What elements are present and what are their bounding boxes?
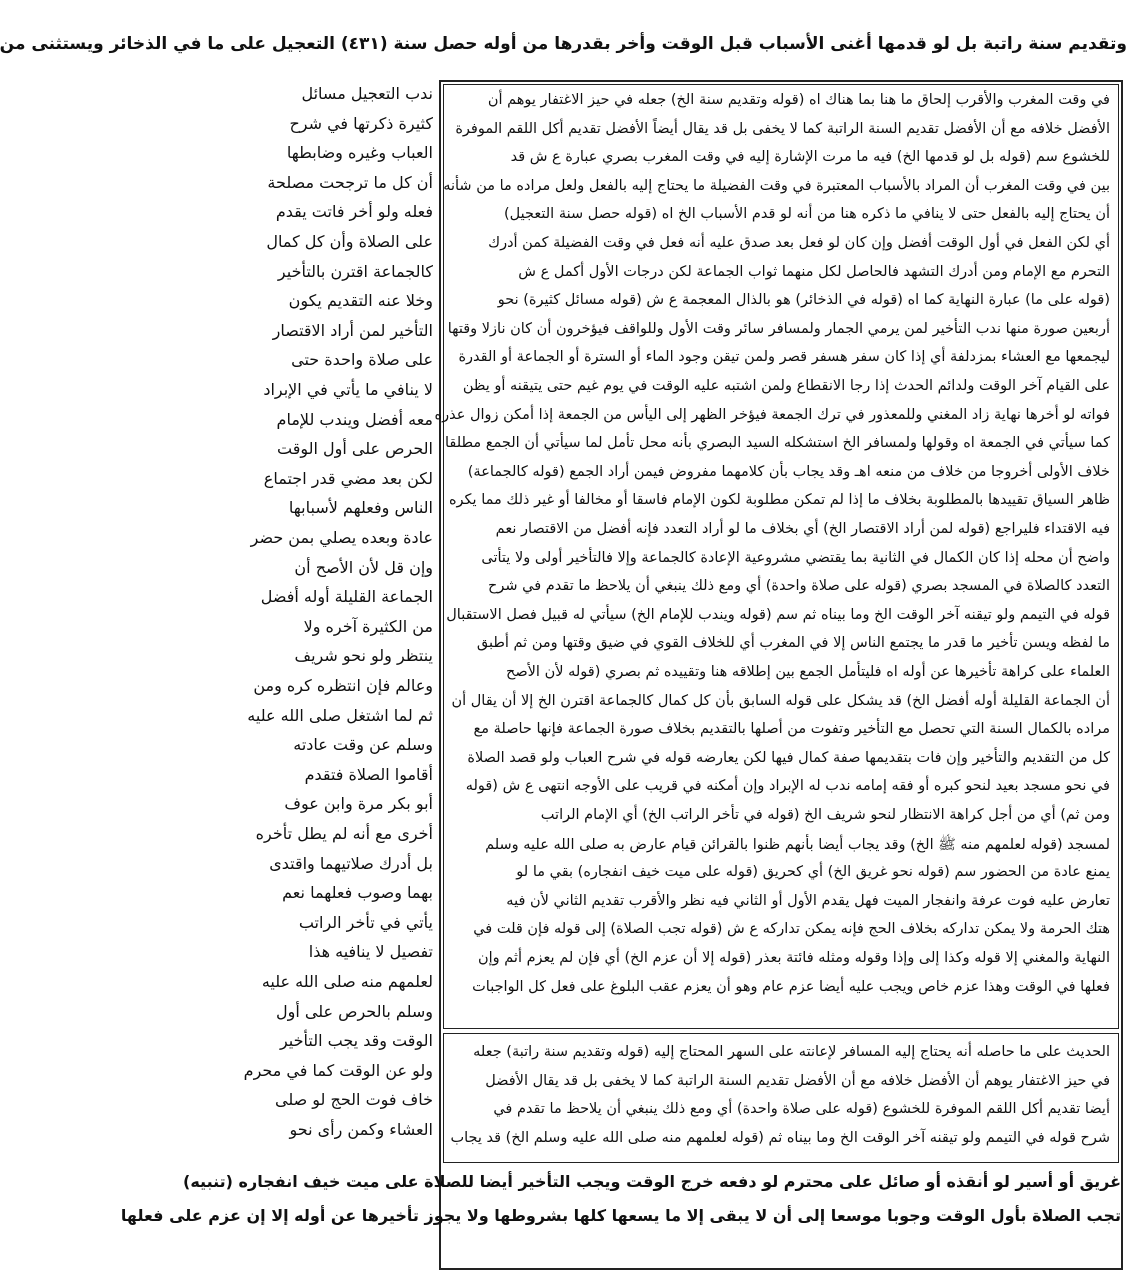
main-line: التعدد كالصلاة في المسجد بصري (قوله على صلاة واحدة) أي ومع ذلك ينبغي أن يلاحظ ما تقدم في شرح	[488, 578, 1110, 595]
margin-line: من الكثيرة آخره ولا	[303, 616, 433, 636]
main-line: على القيام آخر الوقت ولدائم الحدث إذا رجا الانقطاع ولمن اشتبه عليه الوقت في يوم غيم حتى يتيقنه أو يظن	[462, 378, 1110, 394]
margin-line: لكن بعد مضي قدر اجتماع	[263, 468, 433, 488]
main-line: هتك الحرمة ولا يمكن تداركه بخلاف الحج فإنه يمكن تداركه ع ش (قوله تجب الصلاة) إلى قوله فإن قلت في	[473, 921, 1110, 938]
main-line: قوله في التيمم ولو تيقنه آخر الوقت الخ وما بيناه ثم سم (قوله ويندب للإمام الخ) سيأتي له قبيل فصل الاستقبال	[446, 606, 1110, 623]
footer-line: تجب الصلاة بأول الوقت وجوبا موسعا إلى أن لا يبقى إلا ما يسعها كلها بشروطها ولا يجوز تأخيرها عن أوله إلا إن عزم على فعلها	[120, 1206, 1121, 1225]
main-line: العلماء على كراهة تأخيرها عن أوله اه فليتأمل الجمع بين إطلاقه هنا وتقييده ثم بصري (قوله لأن الأصح	[505, 664, 1110, 680]
main-line: كما سيأتي في الجمعة اه وقولها ولمسافر الخ استشكله السيد البصري بأنه محل تأمل لما سيأتي أن الجمع مطلقا	[444, 435, 1110, 452]
margin-line: ولو عن الوقت كما في محرم	[243, 1060, 433, 1080]
lower-line: أيضا تقديم أكل اللقم الموفرة للخشوع (قوله على صلاة واحدة) أي ومع ذلك ينبغي أن يلاحظ ما تقدم في	[493, 1101, 1110, 1118]
margin-line: كالجماعة اقترن بالتأخير	[277, 261, 433, 281]
main-line: تعارض عليه فوت عرفة وانفجار الميت فهل يقدم الأول أو الثاني فيه نظر والأقرب تقديم الثاني لأن فيه	[506, 892, 1110, 909]
margin-line: يأتي في تأخر الراتب	[298, 912, 433, 932]
margin-line: أبو بكر مرة وابن عوف	[284, 794, 433, 814]
main-line: بين في وقت المغرب أن المراد بالأسباب المعتبرة في وقت الفضيلة ما يحتاج إليه بالفعل ولعل مراده ما من شأنه	[443, 177, 1110, 194]
margin-line: فعله ولو أخر فاتت يقدم	[275, 202, 433, 222]
lower-line: في حيز الاغتفار يوهم أن الأفضل خلافه مع أن الأفضل تقديم السنة الراتبة كما لا يخفى بل قد يقال الأفضل	[485, 1072, 1110, 1089]
main-line: ومن ثم) أي من أجل كراهة الانتظار لنحو شريف الخ (قوله في تأخر الراتب الخ) أي الإمام الراتب	[540, 807, 1110, 823]
main-line: أربعين صورة منها ندب التأخير لمن يرمي الجمار ولمسافر سائر وقت الأول وللواقف فيؤخرون أن كان نازلا وقتها	[447, 320, 1110, 337]
main-line: التحرم مع الإمام ومن أدرك التشهد فالحاصل لكل منهما ثواب الجماعة لكن درجات الأول أكمل ع ش	[518, 263, 1110, 280]
main-line: في وقت المغرب والأقرب إلحاق ما هنا بما هناك اه (قوله وتقديم سنة الخ) جعله في حيز الاغتفار يوهم أن	[487, 92, 1110, 108]
main-line: أن يحتاج إليه بالفعل حتى لا ينافي ما ذكره هنا من أنه لو قدم الأسباب الخ اه (قوله حصل سنة التعجيل)	[504, 206, 1110, 223]
margin-line: التأخير لمن أراد الاقتصار	[272, 320, 433, 340]
footer-line: غريق أو أسير لو أنقذه أو صائل على محترم لو دفعه خرج الوقت ويجب التأخير أيضا للصلاة على ميت خيف انفجاره (تنبيه)	[183, 1172, 1121, 1191]
margin-line: خاف فوت الحج لو صلى	[274, 1090, 433, 1110]
main-line: لمسجد (قوله لعلمهم منه ﷺ الخ) وقد يجاب أيضا بأنهم ظنوا بالقرائن قيام عارض به صلى الله عليه وسلم	[485, 836, 1110, 853]
margin-line: بهما وصوب فعلهما نعم	[282, 883, 433, 903]
margin-line: الناس وفعلهم لأسبابها	[288, 498, 433, 518]
margin-line: لعلمهم منه صلى الله عليه	[261, 972, 433, 991]
main-line: مراده بالكمال السنة التي تحصل مع التأخير وتفوت من أصلها بالتقديم بخلاف صورة الجماعة فإنها حاصلة مع	[473, 721, 1110, 738]
main-line: الأفضل خلافه مع أن الأفضل تقديم السنة الراتبة كما لا يخفى بل قد يقال أيضاً الأفضل تقديم أكل اللقم الموفرة	[455, 120, 1110, 137]
main-line: خلاف الأولى أخروجا من خلاف من منعه اهـ وقد يجاب بأن كلامهما مفروض فيمن أراد الجمع (قوله كالجماعة)	[467, 463, 1110, 480]
margin-line: معه أفضل ويندب للإمام	[276, 409, 433, 429]
main-line: ظاهر السياق تقييدها بالمطلوبة بخلاف ما إذا لم تمكن مطلوبة لكون الإمام فاسقا أو مخالفا أو غير ذلك مما يكره	[448, 492, 1110, 509]
main-line: ما لفظه ويسن تأخير ما قدر ما يجتمع الناس إلا في المغرب أي للخلاف القوي في ضيق وقتها ومن ثم أطبق	[476, 635, 1110, 652]
margin-line: أن كل ما ترجحت مصلحة	[267, 172, 433, 192]
margin-line: وسلم بالحرص على أول	[275, 1001, 433, 1021]
main-line: في نحو مسجد بعيد لنحو كبره أو فقه إمامه ندب له الإبراد وإن أمكنه في قريب على الأوجه انتهى ع ش (قوله	[465, 778, 1110, 795]
margin-line: وسلم عن وقت عادته	[293, 735, 433, 755]
margin-line: تفصيل لا ينافيه هذا	[308, 942, 433, 962]
main-line: ليجمعها مع العشاء بمزدلفة أي إذا كان سفر هسفر قصر ولمن تيقن وجود الماء أو السترة أو الجماعة أو القدرة	[458, 349, 1110, 366]
main-line: واضح أن محله إذا كان الكمال في الثانية بما يقتضي مشروعية الإعادة كالجماعة وإلا فالتأخير أولى ولا يتأتى	[481, 549, 1110, 566]
margin-line: ثم لما اشتغل صلى الله عليه	[247, 705, 433, 725]
main-line: فواته لو أخرها نهاية زاد المغني وللمعذور في ترك الجمعة فيؤخر الظهر إلى اليأس من الجمعة إذا أمكن زوال عذره	[434, 406, 1110, 423]
margin-line: وخلا عنه التقديم يكون	[288, 291, 433, 311]
main-line: أن الجماعة القليلة أوله أفضل الخ) قد يشكل على قوله السابق بأن كل كمال كالجماعة اقترن الخ إلا أن يقال أن	[451, 692, 1110, 709]
margin-line: عادة وبعده يصلي بمن حضر	[250, 528, 433, 547]
margin-line: الحرص على أول الوقت	[277, 439, 433, 459]
margin-line: أخرى مع أنه لم يطل تأخره	[255, 824, 433, 843]
page-header: وتقديم سنة راتبة بل لو قدمها أغنى الأسباب قبل الوقت وأخر بقدرها من أوله حصل سنة (٤٣١) التعجيل على ما في الذخائر ويستثنى من	[0, 34, 1127, 54]
margin-line: الوقت وقد يجب التأخير	[279, 1031, 433, 1051]
margin-line: ينتظر ولو نحو شريف	[294, 646, 433, 666]
main-line: فعلها في الوقت وهذا عزم خاص ويجب عليه أيضا عزم عام وهو أن يعزم عقب البلوغ على فعل كل الواجبات	[472, 978, 1110, 995]
margin-line: كثيرة ذكرتها في شرح	[289, 113, 433, 133]
main-line: للخشوع سم (قوله بل لو قدمها الخ) فيه ما مرت الإشارة إليه في وقت المغرب بصري عبارة ع ش قد	[510, 149, 1110, 166]
margin-line: العباب وغيره وضابطها	[286, 143, 433, 163]
margin-line: على صلاة واحدة حتى	[291, 350, 433, 370]
margin-line: على الصلاة وأن كل كمال	[266, 232, 433, 251]
margin-line: وعالم فإن انتظره كره ومن	[253, 676, 433, 695]
margin-line: العشاء وكمن رأى نحو	[289, 1120, 433, 1139]
main-line: فيه الاقتداء فليراجع (قوله لمن أراد الاقتصار الخ) أي بخلاف ما لو أراد التعدد فإنه أفضل من الاقتصار نعم	[495, 521, 1110, 537]
main-line: كل من التقديم والتأخير وإن فات بتقديمها صفة كمال فيها لكن يعارضه قوله في شرح العباب ولو قصد الصلاة	[467, 749, 1110, 766]
margin-line: ندب التعجيل مسائل	[301, 84, 433, 103]
main-line: (قوله على ما) عبارة النهاية كما اه (قوله في الذخائر) هو بالذال المعجمة ع ش (قوله مسائل كثيرة) نحو	[497, 292, 1110, 309]
margin-line: بل أدرك صلاتيهما واقتدى	[269, 853, 433, 873]
margin-line: وإن قل لأن الأصح أن	[294, 557, 433, 577]
main-line: النهاية والمغني إلا قوله وكذا إلى وإذا وقوله ومثله فائتة بعذر (قوله إلا أن عزم الخ) أي فإن لم يعزم أثم وإن	[477, 950, 1110, 966]
margin-line: الجماعة القليلة أوله أفضل	[260, 587, 433, 607]
lower-line: شرح قوله في التيمم ولو تيقنه آخر الوقت الخ وما بيناه ثم (قوله لعلمهم منه صلى الله عليه وسلم الخ) قد يجاب	[450, 1129, 1110, 1146]
margin-line: أقاموا الصلاة فتقدم	[304, 764, 433, 784]
lower-line: الحديث على ما حاصله أنه يحتاج إليه المسافر لإعانته على السهر المحتاج إليه (قوله وتقديم سنة راتبة) جعله	[473, 1044, 1110, 1060]
margin-line: لا ينافي ما يأتي في الإبراد	[263, 380, 433, 399]
main-line: يمنع عادة من الحضور سم (قوله نحو غريق الخ) أي كحريق (قوله على ميت خيف انفجاره) بقي ما لو	[516, 864, 1110, 881]
main-line: أي لكن الفعل في أول الوقت أفضل وإن كان لو فعل بعد صدق عليه أنه فعل في وقت الفضيلة كمن أدرك	[488, 235, 1110, 251]
